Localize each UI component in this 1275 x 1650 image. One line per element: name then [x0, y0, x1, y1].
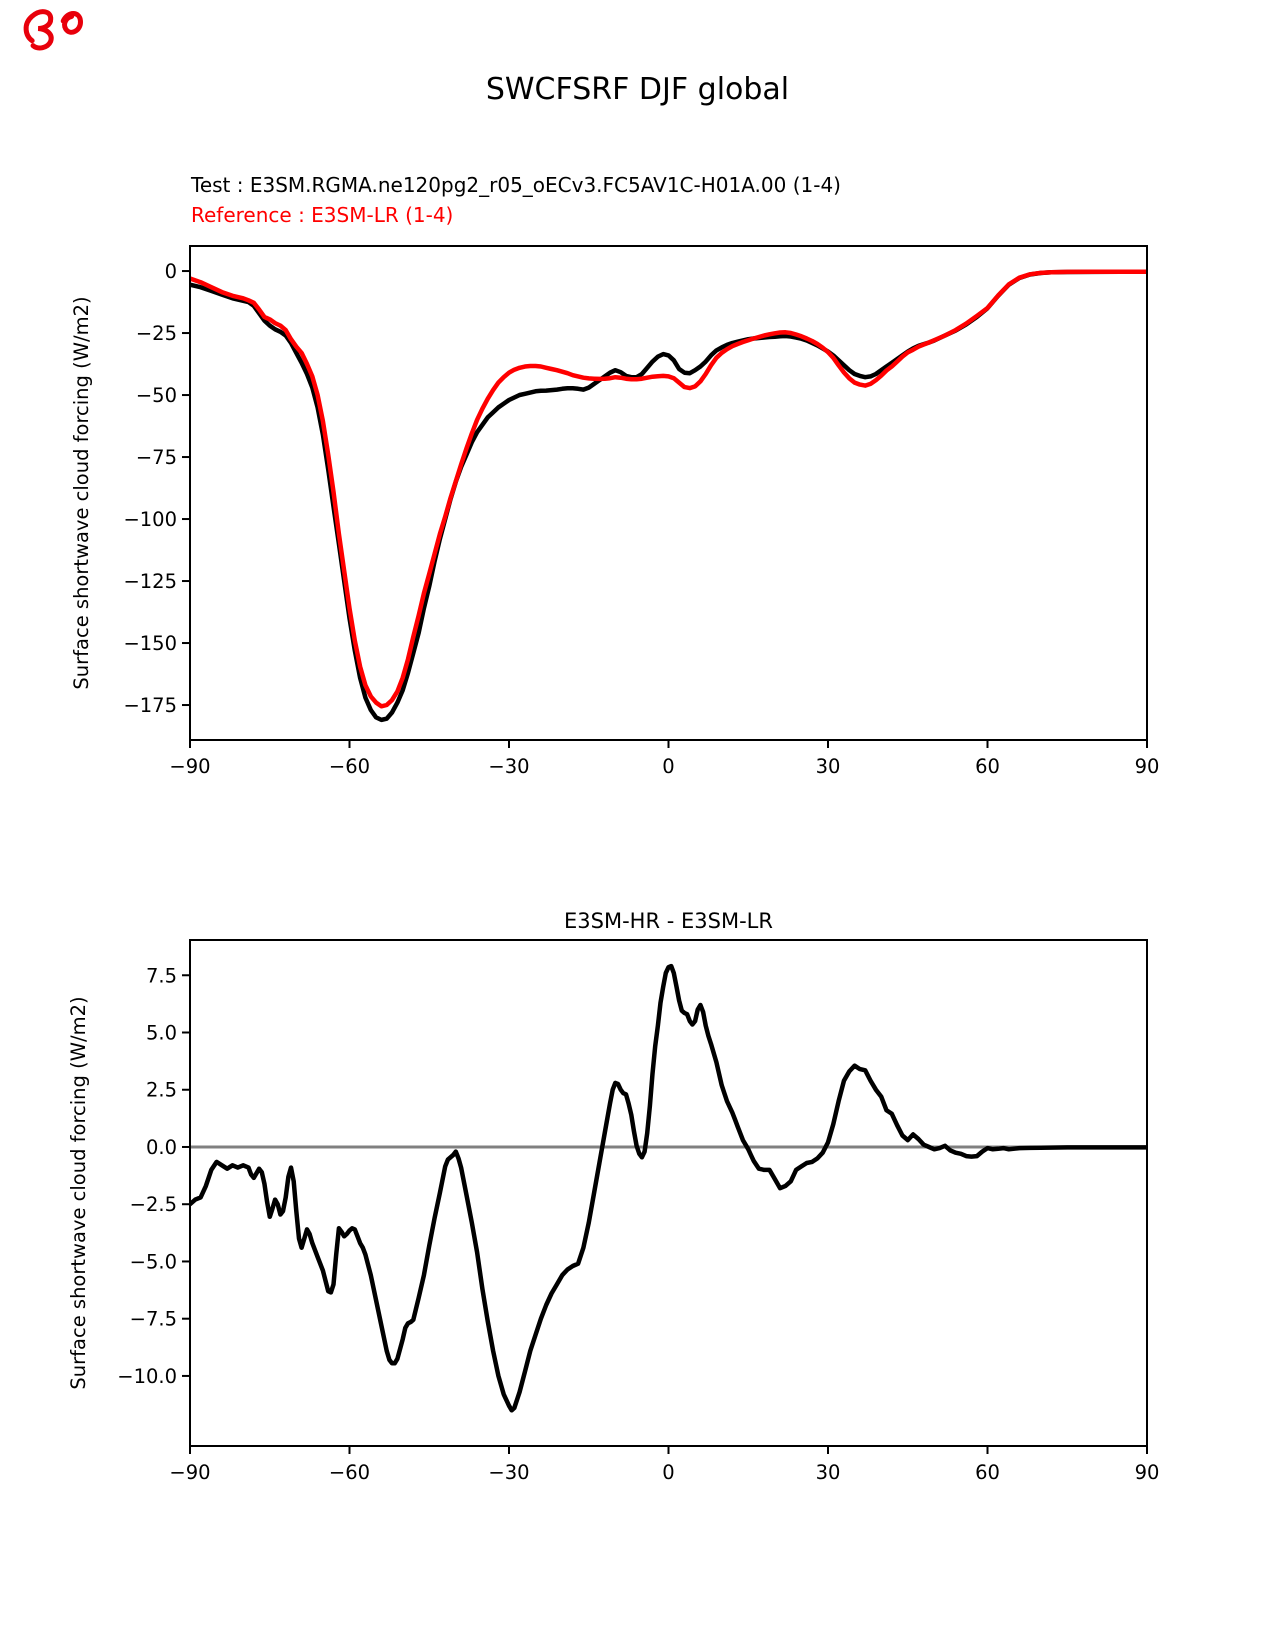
- x-tick-label: 0: [662, 755, 675, 778]
- y-axis-label: Surface shortwave cloud forcing (W/m2): [67, 996, 90, 1390]
- y-tick-label: 0: [164, 260, 177, 284]
- x-tick-label: 30: [815, 1461, 841, 1484]
- x-tick-label: −90: [169, 755, 211, 778]
- x-tick-label: −30: [488, 755, 530, 778]
- y-tick-label: −50: [135, 384, 177, 408]
- y-tick-label: −125: [123, 570, 177, 594]
- y-tick-label: 5.0: [145, 1021, 177, 1045]
- y-axis-label: Surface shortwave cloud forcing (W/m2): [70, 296, 93, 690]
- x-tick-label: −90: [169, 1461, 211, 1484]
- y-tick-label: −7.5: [129, 1307, 177, 1331]
- figure-title: SWCFSRF DJF global: [485, 72, 790, 107]
- y-tick-label: −25: [135, 322, 177, 346]
- y-tick-label: 2.5: [145, 1078, 177, 1102]
- x-tick-label: 0: [662, 1461, 675, 1484]
- x-tick-label: −60: [328, 1461, 371, 1484]
- y-tick-label: −5.0: [129, 1250, 177, 1274]
- x-tick-label: 90: [1134, 755, 1160, 778]
- x-tick-label: 60: [975, 755, 1000, 778]
- difference-curve: [190, 966, 1147, 1410]
- axes-frame: [190, 940, 1147, 1446]
- y-tick-label: −100: [123, 508, 177, 532]
- x-tick-label: 90: [1134, 1461, 1160, 1484]
- x-tick-label: 60: [975, 1461, 1000, 1484]
- reference-label: Reference : E3SM-LR (1-4): [191, 203, 454, 227]
- y-tick-label: −75: [135, 446, 177, 470]
- x-tick-label: −60: [328, 755, 371, 778]
- y-tick-label: −10.0: [117, 1364, 177, 1388]
- x-axis: [169, 1446, 1159, 1484]
- y-tick-label: 0.0: [145, 1135, 177, 1159]
- series-group: [190, 966, 1147, 1410]
- y-tick-label: −175: [123, 694, 177, 718]
- y-tick-label: −150: [123, 632, 177, 656]
- subplot-title: E3SM-HR - E3SM-LR: [564, 909, 773, 933]
- test-label: Test : E3SM.RGMA.ne120pg2_r05_oECv3.FC5AV1C-H01A.00 (1-4): [191, 173, 841, 197]
- y-tick-label: 7.5: [145, 964, 177, 988]
- x-tick-label: −30: [488, 1461, 530, 1484]
- y-tick-label: −2.5: [129, 1193, 177, 1217]
- x-tick-label: 30: [815, 755, 841, 778]
- y-axis: [117, 964, 190, 1388]
